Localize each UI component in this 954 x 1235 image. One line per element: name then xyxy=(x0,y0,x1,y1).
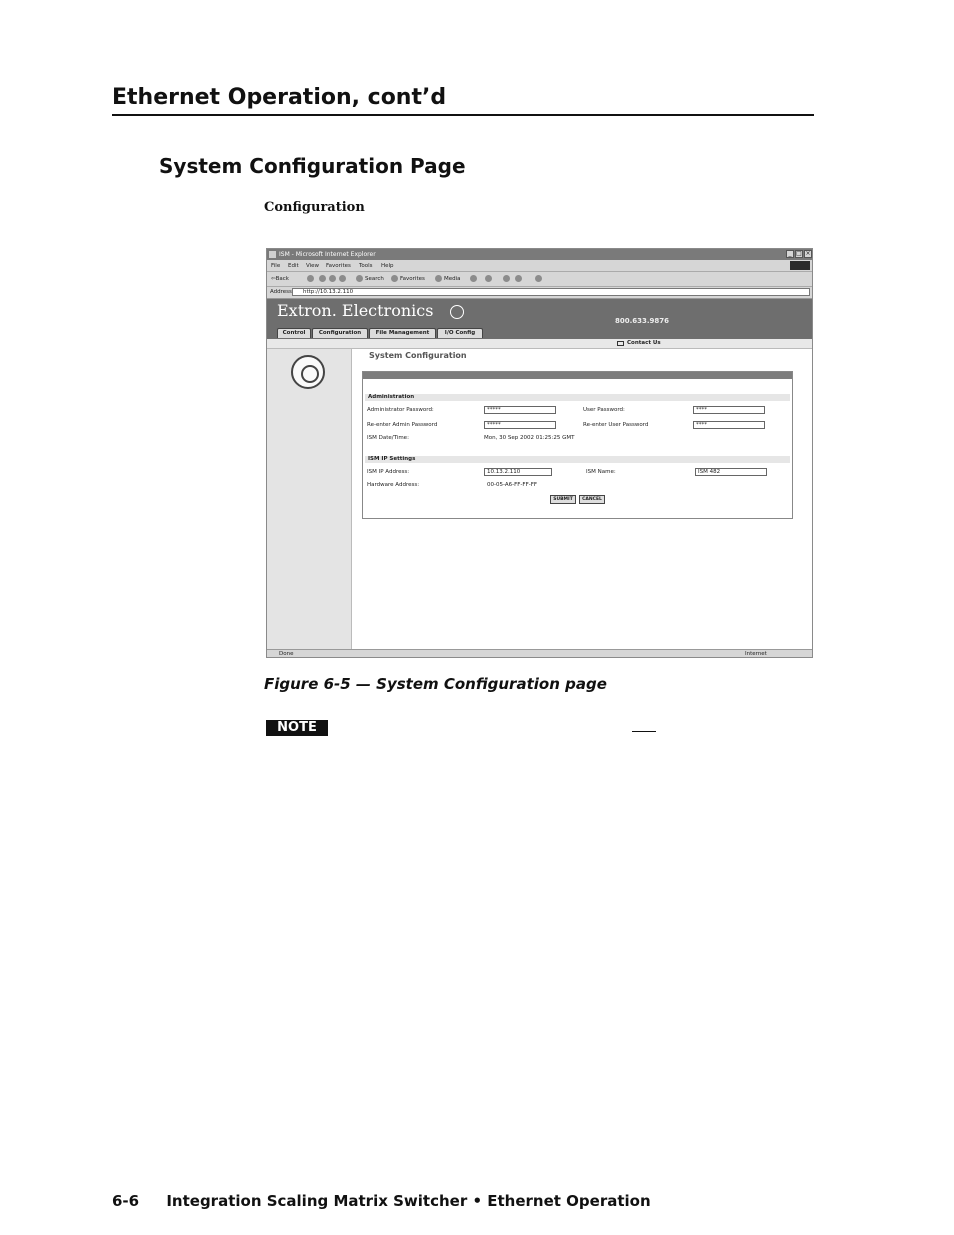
discuss-icon[interactable] xyxy=(535,275,542,282)
cancel-button[interactable]: CANCEL xyxy=(579,495,605,504)
menu-edit[interactable]: Edit xyxy=(288,263,299,269)
address-value: http://10.13.2.110 xyxy=(303,289,354,295)
browser-statusbar xyxy=(267,649,812,658)
contact-us-link[interactable]: Contact Us xyxy=(627,340,661,346)
mail-icon[interactable] xyxy=(485,275,492,282)
extron-seal-icon xyxy=(291,355,325,389)
ism-name-input[interactable]: ISM 482 xyxy=(695,468,767,476)
extron-header xyxy=(267,299,812,339)
refresh-icon[interactable] xyxy=(329,275,336,282)
address-label: Address xyxy=(270,289,292,295)
edit-icon[interactable] xyxy=(515,275,522,282)
browser-screenshot xyxy=(266,248,813,658)
date-time-value: Mon, 30 Sep 2002 01:25:25 GMT xyxy=(484,435,575,441)
note-badge: NOTE xyxy=(266,720,328,736)
page-subheading: System Configuration Page xyxy=(159,154,466,178)
tab-configuration[interactable]: Configuration xyxy=(312,328,368,338)
ism-name-label: ISM Name: xyxy=(586,469,616,475)
forward-icon[interactable] xyxy=(307,275,314,282)
ip-address-input[interactable]: 10.13.2.110 xyxy=(484,468,552,476)
windows-logo-icon xyxy=(790,261,810,270)
menu-tools[interactable]: Tools xyxy=(359,263,373,269)
menu-view[interactable]: View xyxy=(306,263,320,269)
media-button[interactable]: Media xyxy=(444,276,461,282)
form-header-bar xyxy=(363,372,792,379)
admin-password-input[interactable]: ***** xyxy=(484,406,556,414)
phone-number: 800.633.9876 xyxy=(615,317,670,325)
tab-control[interactable]: Control xyxy=(277,328,311,338)
administration-section: Administration xyxy=(365,394,790,401)
submit-button[interactable]: SUBMIT xyxy=(550,495,576,504)
hardware-address-value: 00-05-A6-FF-FF-FF xyxy=(487,482,538,488)
tab-io-config[interactable]: I/O Config xyxy=(437,328,483,338)
user-password-input[interactable]: **** xyxy=(693,406,765,414)
search-icon xyxy=(356,275,363,282)
home-icon[interactable] xyxy=(339,275,346,282)
admin-password-label: Administrator Password: xyxy=(367,407,434,413)
configuration-form xyxy=(362,371,793,519)
user-password-label: User Password: xyxy=(583,407,625,413)
page-footer xyxy=(112,1192,651,1210)
print-icon[interactable] xyxy=(503,275,510,282)
minimize-icon[interactable]: _ xyxy=(786,250,794,258)
favorites-button[interactable]: Favorites xyxy=(400,276,425,282)
address-input[interactable] xyxy=(292,288,810,296)
reenter-admin-input[interactable]: ***** xyxy=(484,421,556,429)
contact-row xyxy=(267,339,812,349)
status-zone: Internet xyxy=(745,651,767,657)
maximize-icon[interactable]: □ xyxy=(796,250,802,257)
favorites-icon xyxy=(391,275,398,282)
extron-logo: Extron. Electronics xyxy=(277,301,434,320)
menu-favorites[interactable]: Favorites xyxy=(326,263,351,269)
browser-title: ISM - Microsoft Internet Explorer xyxy=(279,251,376,258)
status-done: Done xyxy=(279,651,294,657)
footer-text: Integration Scaling Matrix Switcher • Ethernet Operation xyxy=(166,1192,651,1210)
ie-icon xyxy=(269,251,276,258)
search-button[interactable]: Search xyxy=(365,276,384,282)
menu-help[interactable]: Help xyxy=(381,263,394,269)
media-icon xyxy=(435,275,442,282)
reenter-user-input[interactable]: **** xyxy=(693,421,765,429)
content-pane xyxy=(352,349,812,649)
stop-icon[interactable] xyxy=(319,275,326,282)
extron-globe-icon xyxy=(450,305,464,319)
note-underline xyxy=(632,731,656,732)
figure-caption: Figure 6-5 — System Configuration page xyxy=(264,675,607,693)
back-button[interactable]: ⇦Back xyxy=(271,276,289,282)
reenter-admin-label: Re-enter Admin Password xyxy=(367,422,438,428)
system-configuration-title: System Configuration xyxy=(369,351,467,360)
menu-file[interactable]: File xyxy=(271,263,281,269)
close-icon[interactable]: × xyxy=(805,250,811,257)
date-time-label: ISM Date/Time: xyxy=(367,435,409,441)
history-icon[interactable] xyxy=(470,275,477,282)
reenter-user-label: Re-enter User Password xyxy=(583,422,649,428)
section-header: Ethernet Operation, cont’d xyxy=(112,84,814,116)
envelope-icon xyxy=(617,341,624,346)
sidebar xyxy=(267,349,352,649)
ip-address-label: ISM IP Address: xyxy=(367,469,410,475)
browser-toolbar xyxy=(267,272,812,287)
tab-file-management[interactable]: File Management xyxy=(369,328,436,338)
address-bar xyxy=(267,287,812,299)
page-number: 6-6 xyxy=(112,1192,140,1210)
browser-titlebar xyxy=(267,249,812,260)
configuration-label: Configuration xyxy=(264,200,365,215)
ip-settings-section: ISM IP Settings xyxy=(365,456,790,463)
browser-menubar xyxy=(267,260,812,272)
hardware-address-label: Hardware Address: xyxy=(367,482,420,488)
